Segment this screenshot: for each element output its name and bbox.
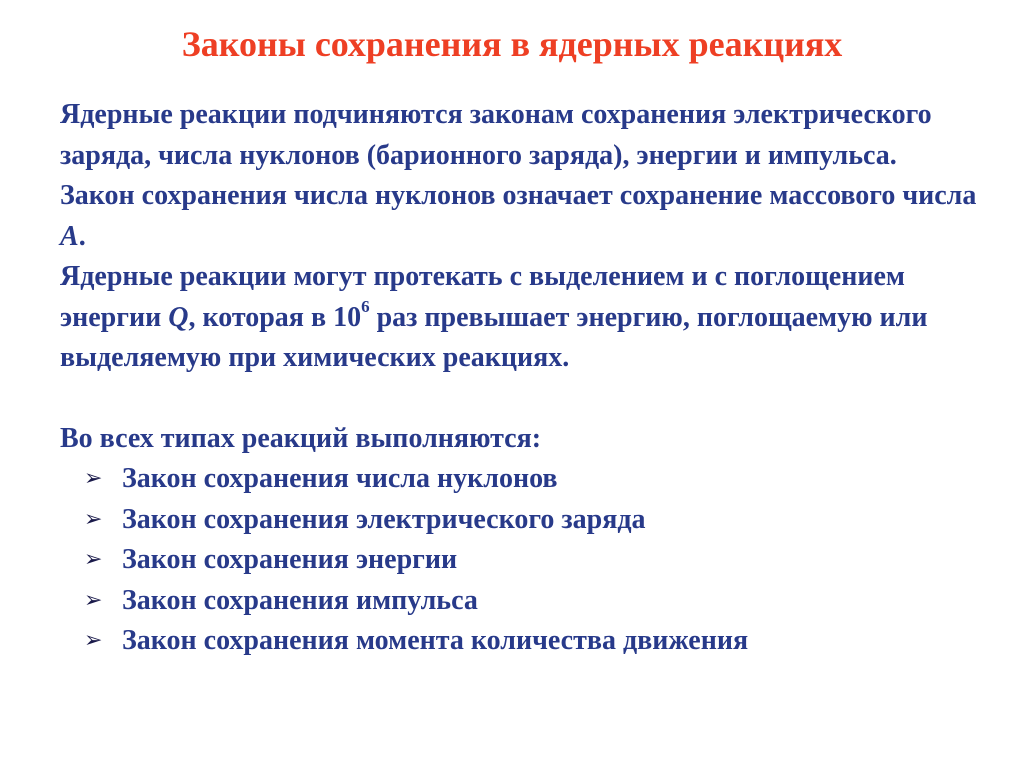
slide-body bbox=[60, 95, 980, 662]
arrowhead-bullet-icon: ➢ bbox=[84, 587, 103, 613]
mass-number-symbol: A bbox=[60, 220, 79, 252]
slide-title: Законы сохранения в ядерных реакциях bbox=[181, 24, 843, 64]
list-item-label: Закон сохранения импульса bbox=[122, 584, 478, 616]
list-item-label: Закон сохранения энергии bbox=[122, 544, 458, 575]
list-item bbox=[60, 540, 980, 581]
arrowhead-bullet-icon: ➢ bbox=[84, 628, 103, 653]
arrowhead-bullet-icon: ➢ bbox=[84, 466, 103, 491]
list-item bbox=[60, 459, 980, 500]
paragraph-conservation-laws: Ядерные реакции подчиняются законам сохранения электрического заряда, числа нуклонов (барионного заряда), энергии и импульса. bbox=[60, 99, 932, 171]
list-item-label: Закон сохранения момента количества движения bbox=[122, 625, 749, 656]
arrowhead-bullet-icon: ➢ bbox=[84, 547, 103, 572]
power-exponent: 6 bbox=[361, 297, 370, 317]
paragraph-nucleon-number-text: Закон сохранения числа нуклонов означает сохранение массового числа bbox=[60, 180, 977, 211]
list-item-label: Закон сохранения электрического заряда bbox=[122, 503, 646, 535]
list-item bbox=[60, 500, 980, 541]
paragraph-energy-text-end: раз превышает энергию, поглощаемую или выделяемую при химических реакциях. bbox=[60, 301, 928, 373]
paragraph-nucleon-number-end: . bbox=[78, 220, 86, 252]
paragraph-energy-text-mid: , которая в 10 bbox=[188, 301, 362, 333]
arrowhead-bullet-icon: ➢ bbox=[84, 506, 103, 532]
list-item-label: Закон сохранения числа нуклонов bbox=[122, 463, 558, 494]
list-item bbox=[60, 581, 980, 622]
list-intro: Во всех типах реакций выполняются: bbox=[60, 422, 542, 454]
spacer bbox=[60, 379, 980, 419]
paragraph-nucleon-number bbox=[60, 176, 980, 257]
paragraph-energy-release bbox=[60, 257, 980, 379]
list-item bbox=[60, 621, 980, 662]
paragraph-energy-text-start: Ядерные реакции могут протекать с выделением и с поглощением энергии bbox=[60, 261, 906, 333]
conservation-laws-list bbox=[60, 459, 980, 662]
energy-symbol: Q bbox=[168, 301, 189, 333]
